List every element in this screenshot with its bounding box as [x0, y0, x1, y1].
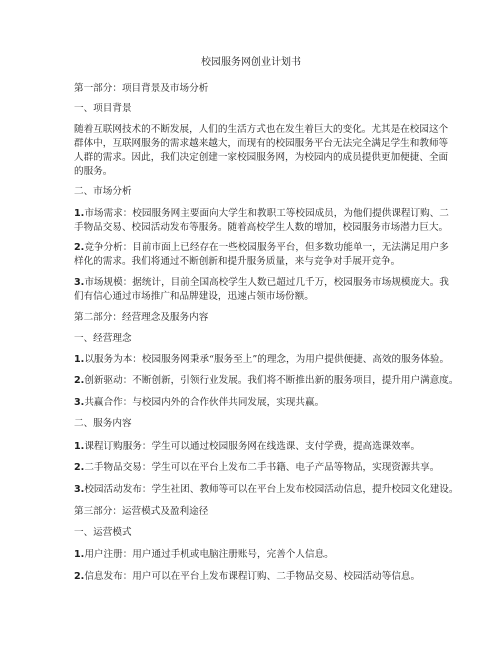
list-item	[74, 570, 420, 583]
list-number: 1.	[74, 441, 85, 452]
section-heading-services: 二、服务内容	[74, 418, 132, 429]
list-number: 1.	[74, 208, 85, 219]
list-item	[74, 353, 449, 366]
list-text: 市场规模：据统计，目前全国高校学生人数已超过几千万，校园服务市场规模庞大。我	[84, 277, 449, 288]
list-item	[74, 548, 334, 561]
list-text: 竞争分析：目前市面上已经存在一些校园服务平台，但多数功能单一，无法满足用户多	[84, 242, 449, 253]
list-number: 1.	[74, 354, 85, 365]
list-number: 3.	[74, 277, 85, 288]
list-item-continuation: 样化的需求。我们将通过不断创新和提升服务质量，来与竞争对手展开竞争。	[74, 256, 401, 267]
paragraph-line: 群体中，互联网服务的需求越来越大，而现有的校园服务平台无法完全满足学生和教师等	[74, 138, 449, 149]
list-text: 信息发布：用户可以在平台上发布课程订购、二手物品交易、校园活动等信息。	[84, 571, 421, 582]
list-item-continuation: 们有信心通过市场推广和品牌建设，迅速占领市场份额。	[74, 291, 314, 302]
list-number: 2.	[74, 375, 85, 386]
list-item	[74, 374, 458, 387]
list-item	[74, 396, 324, 409]
list-item	[74, 440, 420, 453]
list-item	[74, 207, 449, 220]
list-item	[74, 241, 449, 254]
list-text: 以服务为本：校园服务网秉承“服务至上”的理念，为用户提供便捷、高效的服务体验。	[84, 354, 450, 365]
list-number: 2.	[74, 571, 85, 582]
list-item	[74, 276, 449, 289]
list-text: 共赢合作：与校园内外的合作伙伴共同发展，实现共赢。	[84, 397, 325, 408]
list-text: 市场需求：校园服务网主要面向大学生和教职工等校园成员，为他们提供课程订购、二	[84, 208, 449, 219]
section-heading-market: 二、市场分析	[74, 186, 132, 197]
paragraph-line: 人群的需求。因此，我们决定创建一家校园服务网，为校园内的成员提供更加便捷、全面	[74, 152, 449, 163]
list-number: 2.	[74, 462, 85, 473]
part1-heading: 第一部分：项目背景及市场分析	[74, 83, 209, 94]
list-number: 1.	[74, 549, 85, 560]
list-item-continuation: 手物品交易、校园活动发布等服务。随着高校学生人数的增加，校园服务市场潜力巨大。	[74, 222, 449, 233]
list-number: 3.	[74, 484, 85, 495]
list-number: 2.	[74, 242, 85, 253]
section-heading-operations: 一、运营模式	[74, 527, 132, 538]
list-text: 用户注册：用户通过手机或电脑注册账号，完善个人信息。	[84, 549, 334, 560]
part3-heading: 第三部分：运营模式及盈利途径	[74, 506, 209, 517]
part2-heading: 第二部分：经营理念及服务内容	[74, 312, 209, 323]
list-text: 二手物品交易：学生可以在平台上发布二手书籍、电子产品等物品，实现资源共享。	[84, 462, 440, 473]
section-heading-philosophy: 一、经营理念	[74, 333, 132, 344]
document-title: 校园服务网创业计划书	[201, 57, 301, 68]
list-number: 3.	[74, 397, 85, 408]
list-item	[74, 483, 458, 496]
paragraph-line: 的服务。	[74, 166, 113, 177]
paragraph-line: 随着互联网技术的不断发展，人们的生活方式也在发生着巨大的变化。尤其是在校园这个	[74, 124, 449, 135]
list-text: 创新驱动：不断创新，引领行业发展。我们将不断推出新的服务项目，提升用户满意度。	[84, 375, 459, 386]
list-item	[74, 461, 439, 474]
section-heading-background: 一、项目背景	[74, 103, 132, 114]
list-text: 课程订购服务：学生可以通过校园服务网在线选课、支付学费，提高选课效率。	[84, 441, 421, 452]
list-text: 校园活动发布：学生社团、教师等可以在平台上发布校园活动信息，提升校园文化建设。	[84, 484, 459, 495]
